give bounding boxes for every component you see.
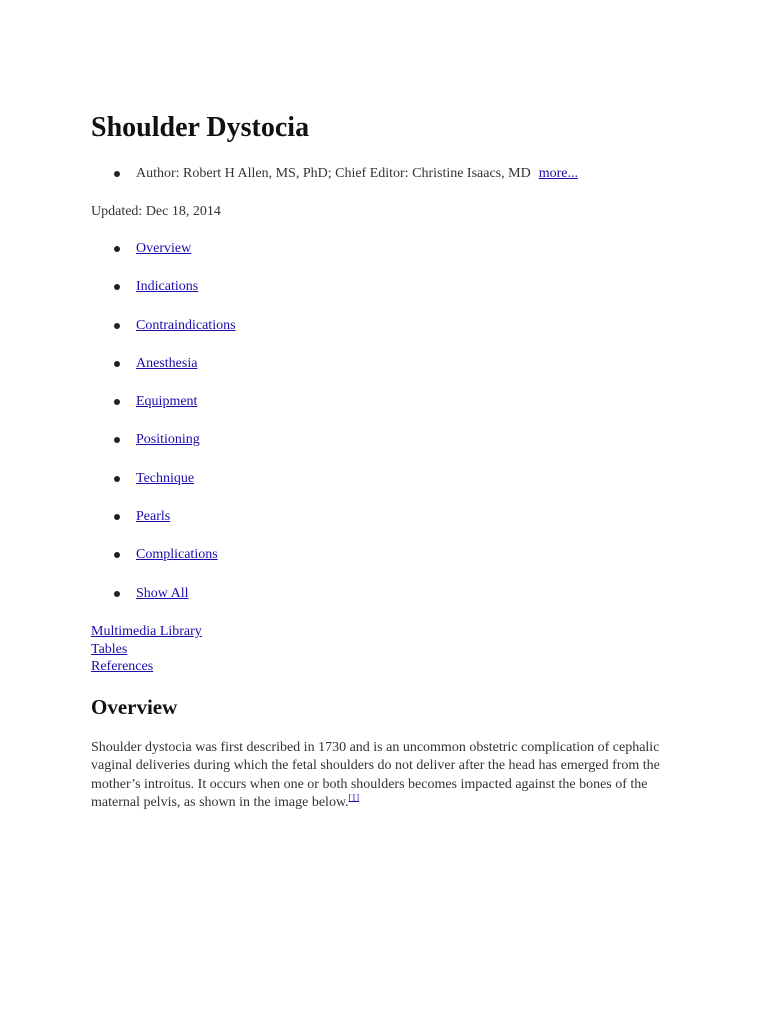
bullet-icon bbox=[114, 552, 120, 558]
bullet-icon bbox=[114, 591, 120, 597]
more-link[interactable]: more... bbox=[538, 166, 578, 181]
citation-link[interactable]: [1] bbox=[348, 792, 360, 803]
nav-item bbox=[91, 471, 236, 509]
nav-link-indications[interactable]: Indications bbox=[136, 279, 199, 295]
tables-link[interactable]: Tables bbox=[91, 641, 128, 657]
nav-link-technique[interactable]: Technique bbox=[136, 470, 195, 486]
nav-item bbox=[91, 432, 236, 470]
overview-text: Shoulder dystocia was first described in 1730 and is an uncommon obstetric complication of cephalic vaginal deliveries during which the fetal shoulders do not deliver after the head has emerged from the mother’s introitus. It occurs when one or both shoulders becomes impacted against the bones of the maternal pelvis, as shown in the image below. bbox=[91, 740, 660, 810]
nav-item bbox=[91, 241, 236, 279]
nav-item bbox=[91, 279, 236, 317]
bullet-icon bbox=[114, 284, 120, 290]
nav-link-show-all[interactable]: Show All bbox=[136, 585, 189, 601]
nav-item bbox=[91, 586, 236, 624]
bullet-icon bbox=[114, 514, 120, 520]
bullet-icon bbox=[114, 476, 120, 482]
bullet-icon bbox=[114, 437, 120, 443]
extra-links bbox=[91, 623, 202, 676]
page-title: Shoulder Dystocia bbox=[91, 112, 310, 143]
nav-link-pearls[interactable]: Pearls bbox=[136, 509, 171, 525]
bullet-icon bbox=[114, 171, 120, 177]
nav-link-equipment[interactable]: Equipment bbox=[136, 394, 198, 410]
bullet-icon bbox=[114, 246, 120, 252]
section-nav bbox=[91, 241, 236, 624]
bullet-icon bbox=[114, 323, 120, 329]
bullet-icon bbox=[114, 399, 120, 405]
updated-date: Updated: Dec 18, 2014 bbox=[91, 204, 221, 219]
nav-item bbox=[91, 318, 236, 356]
nav-link-contraindications[interactable]: Contraindications bbox=[136, 317, 236, 333]
nav-link-complications[interactable]: Complications bbox=[136, 547, 218, 563]
references-link[interactable]: References bbox=[91, 659, 154, 675]
nav-item bbox=[91, 547, 236, 585]
nav-item bbox=[91, 509, 236, 547]
author-item bbox=[91, 166, 578, 182]
overview-heading: Overview bbox=[91, 695, 178, 719]
author-line: Author: Robert H Allen, MS, PhD; Chief Editor: Christine Isaacs, MD bbox=[136, 166, 531, 181]
nav-link-overview[interactable]: Overview bbox=[136, 241, 192, 256]
author-list bbox=[91, 166, 578, 182]
nav-item bbox=[91, 356, 236, 394]
nav-link-anesthesia[interactable]: Anesthesia bbox=[136, 355, 198, 371]
overview-paragraph bbox=[91, 739, 671, 812]
multimedia-library-link[interactable]: Multimedia Library bbox=[91, 624, 202, 639]
bullet-icon bbox=[114, 361, 120, 367]
nav-link-positioning[interactable]: Positioning bbox=[136, 432, 200, 448]
nav-item bbox=[91, 394, 236, 432]
